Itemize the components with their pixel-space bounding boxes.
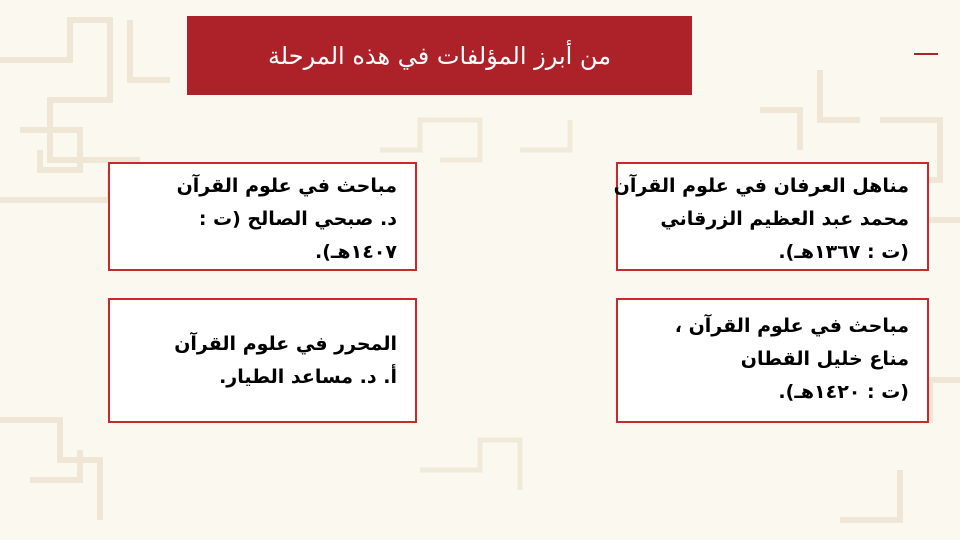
book-death-date: (ت : ١٤٢٠هـ). bbox=[778, 381, 909, 403]
book-death-date: ١٤٠٧هـ). bbox=[315, 241, 397, 263]
book-author: محمد عبد العظيم الزرقاني bbox=[660, 208, 909, 230]
book-card-muharrar bbox=[108, 298, 417, 423]
book-title: مباحث في علوم القرآن ، bbox=[674, 315, 909, 337]
book-death-date: (ت : ١٣٦٧هـ). bbox=[778, 241, 909, 263]
book-card-manahil bbox=[613, 162, 929, 271]
logo-underline bbox=[914, 53, 938, 55]
slide-title-text: من أبرز المؤلفات في هذه المرحلة bbox=[267, 41, 612, 70]
book-card-mabahith-qattan bbox=[616, 298, 929, 423]
book-title: المحرر في علوم القرآن bbox=[174, 332, 397, 355]
logo-wordmark bbox=[898, 6, 954, 44]
slide-title bbox=[187, 16, 692, 95]
book-author: د. صبحي الصالح (ت : bbox=[198, 208, 397, 230]
book-title: مباحث في علوم القرآن bbox=[176, 175, 397, 197]
book-author: مناع خليل القطان bbox=[740, 348, 909, 370]
book-title: مناهل العرفان في علوم القرآن bbox=[613, 175, 909, 197]
brand-logo bbox=[896, 2, 956, 58]
book-card-mabahith-salih bbox=[108, 162, 417, 271]
book-author: أ. د. مساعد الطيار. bbox=[219, 365, 397, 388]
